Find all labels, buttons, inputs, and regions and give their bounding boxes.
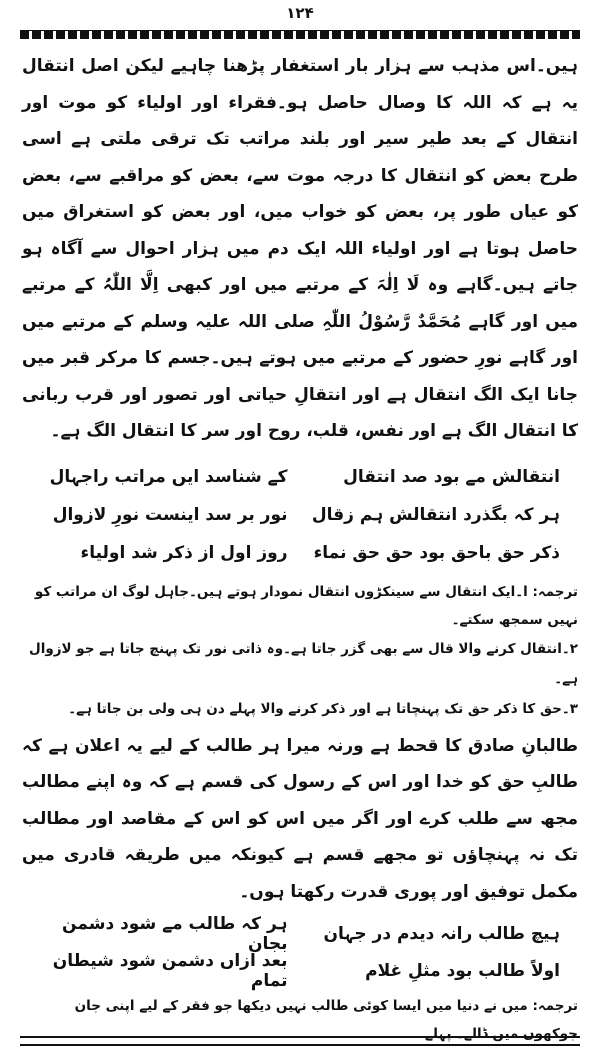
paragraph-seekers: طالبانِ صادق کا قحط ہے ورنہ میرا ہر طالب کے لیے یہ اعلان ہے کہ طالبِ حق کو خدا اور اس کے رسول کی قسم ہے کہ وہ اپنے مطالب مجھ سے طلب کرے اور اگر میں اس کو اس کے مقاصد اور مطالب تک نہ پہنچاؤں تو مجھے قسم ہے کیونکہ میں طریقہ قادری میں مکمل توفیق اور پوری قدرت رکھتا ہوں۔ xyxy=(22,735,578,902)
page-content xyxy=(22,48,578,1048)
verse-block-2 xyxy=(22,914,578,990)
verse-row xyxy=(22,952,578,990)
verse-row xyxy=(22,458,578,496)
verse-row xyxy=(22,496,578,534)
page-number: ۱۲۴ xyxy=(286,4,314,22)
translation-1: ترجمہ: ا۔ایک انتقال سے سینکڑوں انتقال نمودار ہوتے ہیں۔جاہل لوگ ان مراتب کو نہیں سمجھ سکتے۔ xyxy=(34,583,578,628)
verse-hemistich-right: ذکر حق باحق بود حق حق نماء xyxy=(313,542,560,563)
paragraph-intro: ہیں۔اس مذہب سے ہزار بار استغفار پڑھنا چاہیے لیکن اصل انتقال یہ ہے کہ اللہ کا وصال حاصل ہو۔فقراء اور اولیاء کو موت اور انتقال کے بعد طیر سیر اور بلند مراتب تک ترقی ملتی ہے اسی طرح بعض کو انتقال کا درجہ موت سے، بعض کو مراقبے سے، بعض کو عیاں طور پر، بعض کو خواب میں، اور بعض کو استغراق میں حاصل ہوتا ہے اور اولیاء اللہ ایک دم میں ہزار احوال سے آگاہ ہو جاتے ہیں۔گاہے وہ لَا اِلٰہَ کے مرتبے میں اور کبھی اِلَّا اللّٰہُ کے مرتبے میں اور گاہے مُحَمَّدٌ رَّسُوْلُ اللّٰہِ صلی اللہ علیہ وسلم کے مرتبے میں اور گاہے نورِ حضور کے مرتبے میں ہوتے ہیں۔جسم کا مرکر قبر میں جانا ایک الگ انتقال ہے اور انتقالِ حیاتی اور تصور اور قرب ربانی کا انتقال الگ ہے اور نفس، قلب، روح اور سر کا انتقال الگ ہے۔ xyxy=(22,56,578,441)
translation-2: ترجمہ: میں نے دنیا میں ایسا کوئی طالب نہیں دیکھا جو فقر کے لیے اپنی جان جوکھوں میں ڈالے۔ پہلے xyxy=(74,998,578,1042)
verse-hemistich-left: ہر کہ طالب مے شود دشمن بجان xyxy=(62,913,288,954)
translation-note-2: ۲۔انتقال کرنے والا قال سے بھی گزر جاتا ہے۔وہ ذاتی نور تک پہنچ جاتا ہے جو لازوال ہے۔ xyxy=(28,640,578,687)
bottom-rule xyxy=(20,1036,580,1046)
verse-hemistich-right: ہر کہ بگذرد انتقالش ہم زقال xyxy=(311,505,560,525)
verse-block-1 xyxy=(22,458,578,572)
verse-hemistich-left: روز اول از ذکر شد اولیاء xyxy=(80,542,288,563)
verse-row xyxy=(22,534,578,572)
translation-note-3: ۳۔حق کا ذکر حق تک پہنچاتا ہے اور ذکر کرنے والا پہلے دن ہی ولی بن جاتا ہے۔ xyxy=(68,700,578,717)
top-rule xyxy=(20,30,580,39)
verse-hemistich-left: بعد ازاں دشمن شود شیطان تمام xyxy=(52,951,288,991)
verse-hemistich-right: اولاً طالب بود مثلِ غلام xyxy=(365,961,560,981)
verse-hemistich-right: انتقالش مے بود صد انتقال xyxy=(343,467,560,487)
verse-hemistich-left: کے شناسد ایں مراتب راجہال xyxy=(49,467,288,487)
verse-hemistich-right: ہیچ طالب رانہ دیدم در جہان xyxy=(323,923,560,944)
verse-row xyxy=(22,914,578,952)
verse-hemistich-left: نور بر سد اینست نورِ لازوال xyxy=(52,504,288,525)
